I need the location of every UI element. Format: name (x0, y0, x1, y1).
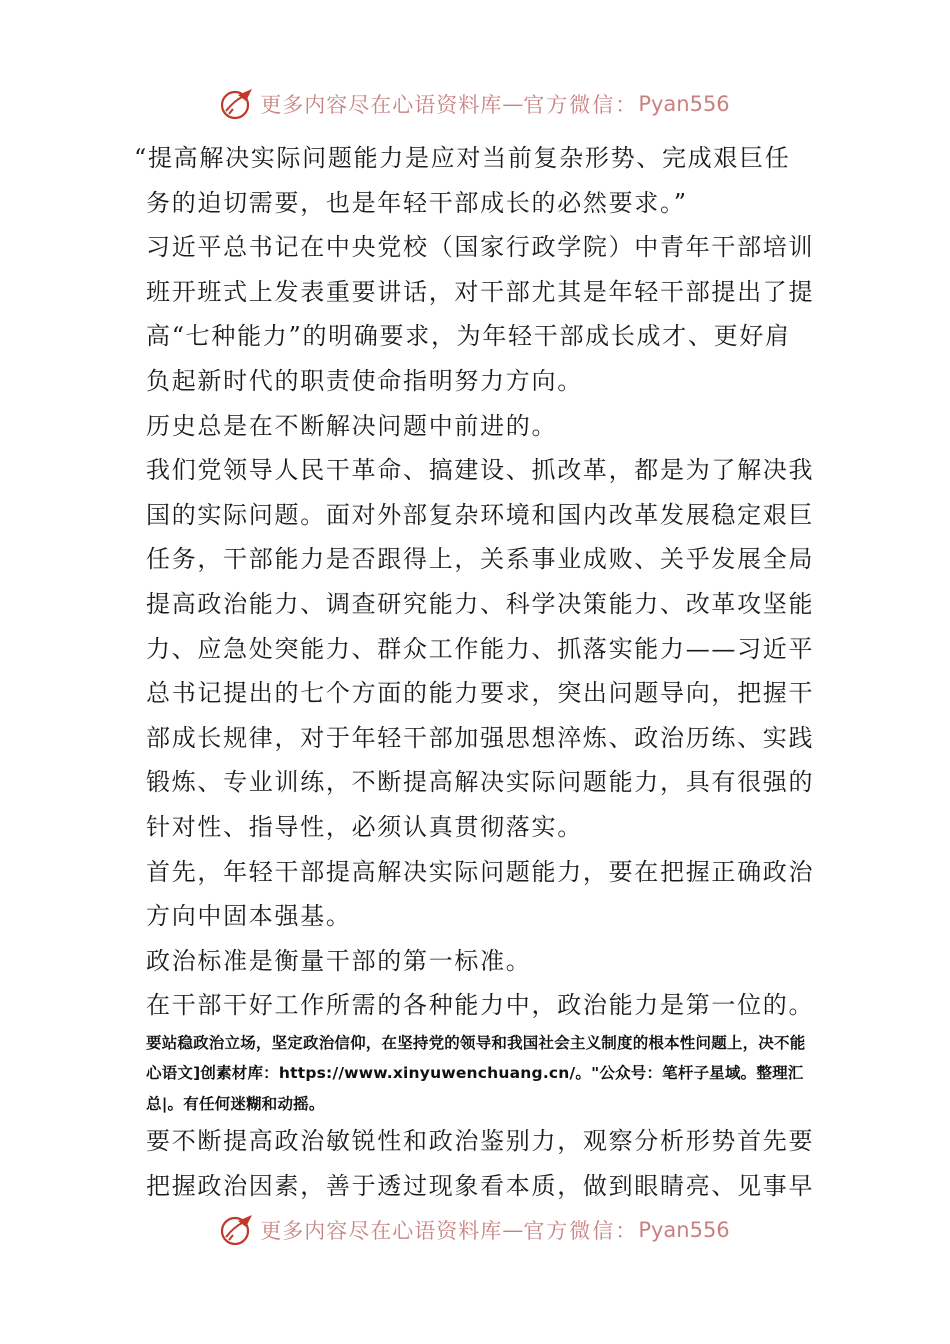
pen-logo-icon (220, 87, 254, 121)
paragraph-last: 要不断提高政治敏锐性和政治鉴别力，观察分析形势首先要把握政治因素，善于透过现象看本质，做到眼睛亮、见事早 (146, 1127, 815, 1200)
paragraph-standard: 政治标准是衡量干部的第一标准。 (146, 946, 532, 975)
footer-wechat-label: 官方微信： (523, 1219, 639, 1243)
paragraph-history: 历史总是在不断解决问题中前进的。 (146, 411, 558, 440)
footer-dash: — (502, 1218, 524, 1242)
header-dash: — (502, 92, 524, 116)
pen-logo-icon (220, 1213, 254, 1247)
paragraph-political: 在干部干好工作所需的各种能力中，政治能力是第一位的。 (146, 991, 815, 1020)
footer-site-name: 更多内容尽在心语资料库 (260, 1219, 503, 1243)
paragraph-speech: 习近平总书记在中央党校（国家行政学院）中青年干部培训班开班式上发表重要讲话，对干部尤其是年轻干部提出了提高“七种能力”的明确要求，为年轻干部成长成才、更好肩负起新时代的职责使命指明努力方向。 (146, 233, 815, 395)
header-watermark (0, 84, 950, 124)
footer-wechat-id: Pyan556 (638, 1218, 730, 1242)
header-wechat-label: 官方微信： (523, 93, 639, 117)
paragraph-abilities: 我们党领导人民干革命、搞建设、抓改革，都是为了解决我国的实际问题。面对外部复杂环境和国内改革发展稳定艰巨任务，干部能力是否跟得上，关系事业成败、关乎发展全局提高政治能力、调查研究能力、科学决策能力、改革攻坚能力、应急处突能力、群众工作能力、抓落实能力——习近平总书记提出的七个方面的能力要求，突出问题导向，把握干部成长规律，对于年轻干部加强思想淬炼、政治历练、实践锻炼、专业训练，不断提高解决实际问题能力，具有很强的针对性、指导性，必须认真贯彻落实。 (146, 456, 815, 841)
paragraph-small-notice: 要站稳政治立场，坚定政治信仰，在坚持党的领导和我国社会主义制度的根本性问题上，决不能心语文]创素材库：https://www.xinyuwenchuang.cn/。"公众号：笔杆子星域。整理汇总|。有任何迷糊和动摇。 (146, 1033, 806, 1113)
header-site-name: 更多内容尽在心语资料库 (260, 93, 503, 117)
paragraph-first: 首先，年轻干部提高解决实际问题能力，要在把握正确政治方向中固本强基。 (146, 857, 815, 931)
footer-watermark (0, 1210, 950, 1250)
document-body (134, 136, 816, 1209)
paragraph-quote: “提高解决实际问题能力是应对当前复杂形势、完成艰巨任务的迫切需要，也是年轻干部成长的必然要求。” (134, 144, 791, 217)
header-wechat-id: Pyan556 (638, 92, 730, 116)
